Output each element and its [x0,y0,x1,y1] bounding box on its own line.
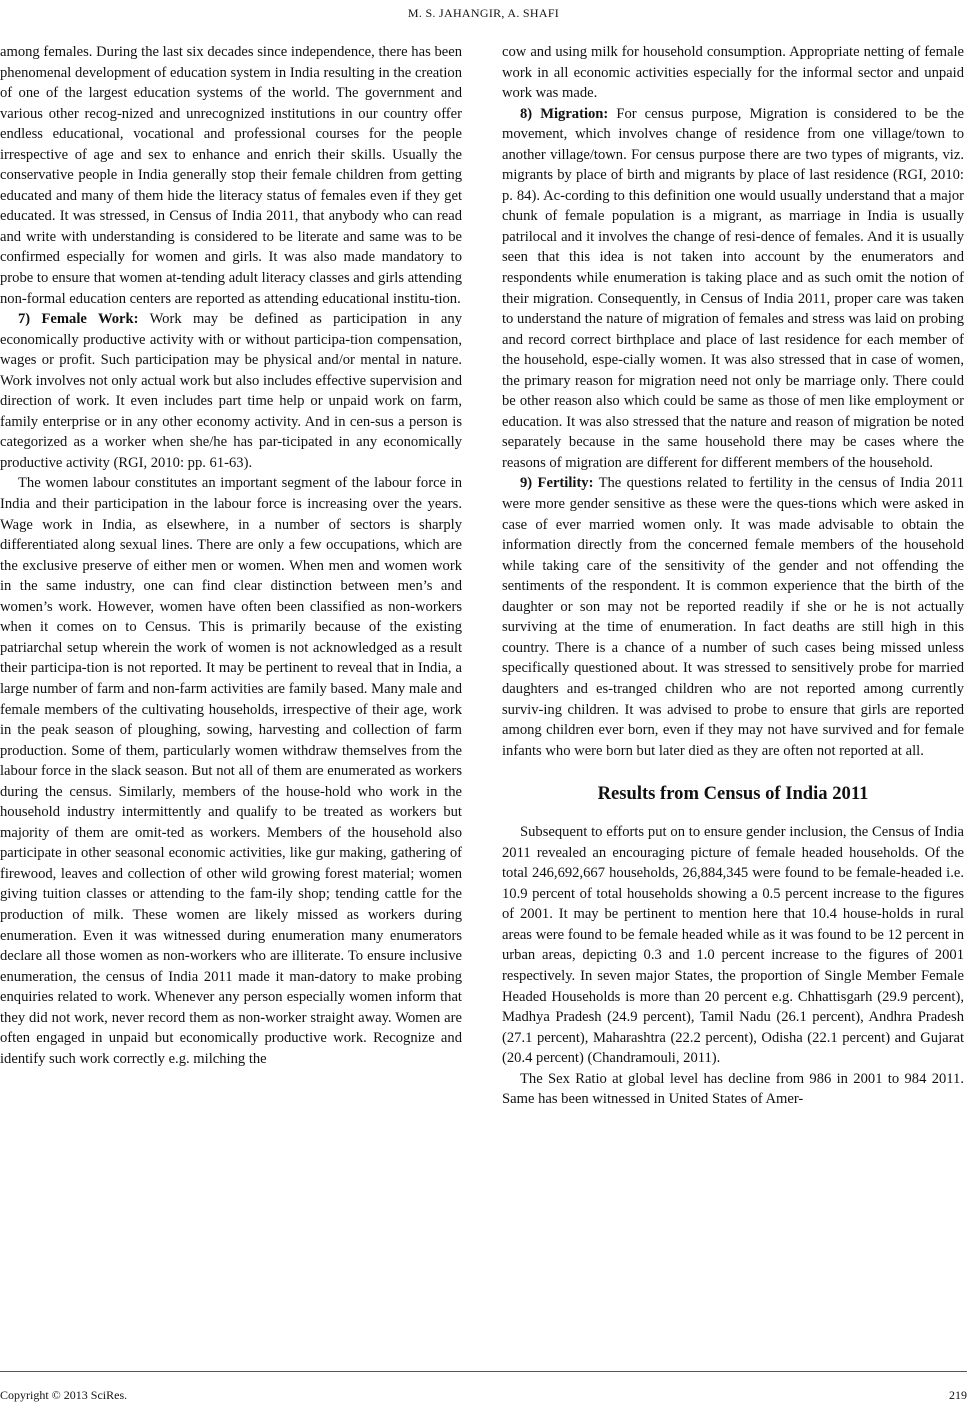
female-work-paragraph [0,309,462,473]
fertility-heading: 9) Fertility: [520,475,594,492]
female-work-heading: 7) Female Work: [18,311,139,328]
migration-body: For census purpose, Migration is considered to be the movement, which involves change of residence from one village/town to another village/town. For census purpose there are two types of migrants, viz. migrants by place of birth and migrants by place of last residence (RGI, 2010: p. 84). Ac-cording to this definition one would usually understand that a major chunk of female population is a migrant, as marriage in India is usually patrilocal and it involves the change of resi-dence of females. And it is usually seen that this idea is not taken into account by the enumerators and respondents while enumeration is taking place and as such omit the notion of their migration. Consequently, in Census of India 2011, proper care was taken to understand the nature of migration of females and stress was laid on probing and record correct birthplace and place of last residence for each member of the household, espe-cially women. It was also stressed that in case of women, the primary reason for migration need not only be marriage only. There could be other reason also which could be same as those of men like employment or education. It was also stressed that the nature and reason of migration be noted separately because in the same household there may be cases where the reasons of migration are different for different members of the household. [502,105,964,471]
sex-ratio-paragraph: The Sex Ratio at global level has decline from 986 in 2001 to 984 2011. Same has been witnessed in United States of Amer- [502,1070,964,1108]
women-labour-paragraph: The women labour constitutes an important segment of the labour force in India and their participation in the labour force is increasing over the years. Wage work in India, as elsewhere, in a number of sectors is sharply differentiated along sexual lines. There are only a few occupations, which are the exclusive preserve of either men or women. When men and women work in the same industry, one can find clear distinction between men’s and women’s work. However, women have often been classified as non-workers when it comes on to Census. This is primarily because of the existing patriarchal setup wherein the work of women is not acknowledged as a result their participa-tion is not reported. It may be pertinent to reveal that in India, a large number of farm and non-farm activities are family based. Many male and female members of the cultivating households, irrespective of their age, work in the peak season of ploughing, sowing, harvesting and collection of farm production. Some of them, particularly women withdraw themselves from the labour force in the slack season. But not all of them are enumerated as workers during the census. Similarly, members of the house-hold who work in the household industry intermittently and qualify to be treated as workers but majority of them are omit-ted as workers. Members of the household also participate in other seasonal economic activities, like gur making, gathering of firewood, leaves and collection of other wild growing forest material; women giving tuition classes or attending to the fam-ily shop; tending cattle for the production of milk. These women are likely missed as workers during enumeration. Even it was witnessed during enumeration many enumerators declare all those women as non-workers who are illiterate. To ensure inclusive enumeration, the census of India 2011 made it man-datory to make probing enquiries related to work. Whenever any person especially women inform that they did not work, never record them as non-worker straight away. Women are often engaged in unpaid but economically productive work. Recognize and identify such work correctly e.g. milching the [0,475,462,1067]
section-heading: Results from Census of India 2011 [597,783,869,805]
running-head: M. S. JAHANGIR, A. SHAFI [407,6,560,20]
right-column [502,42,964,1110]
fertility-paragraph [502,473,964,761]
female-work-body: Work may be defined as participation in any economically productive activity with or without participa-tion compensation, wages or profit. Such participation may be physical and/or mental in nature. Work involves not only actual work but also includes effective supervision and direction of work. It even includes part time help or unpaid work on farm, family enterprise or in any other economy activity. And in cen-sus a person is categorized as a worker when she/he has par-ticipated in any economically productive activity (RGI, 2010: pp. 61-63). [0,311,462,471]
results-paragraph: Subsequent to efforts put on to ensure gender inclusion, the Census of India 2011 revealed an encouraging picture of female headed households. Of the total 246,692,667 households, 26,884,345 were found to be female-headed i.e. 10.9 percent of total households showing a 0.5 percent increase to the figures of 2001. It may be pertinent to mention here that 10.4 house-holds in rural areas were found to be female headed while as it was found to be 12 percent in urban areas, depicting 0.3 and 1.0 percent increase to the figures of 2001 respectively. In seven major States, the proportion of Single Member Female Headed Households is more than 20 percent e.g. Chhattisgarh (29.9 percent), Madhya Pradesh (24.9 percent), Tamil Nadu (26.1 percent), Andhra Pradesh (27.1 percent), Maharashtra (22.2 percent), Odisha (22.1 percent) and Gujarat (20.4 percent) (Chandramouli, 2011). [502,824,964,1067]
migration-heading: 8) Migration: [520,105,609,122]
literacy-paragraph-continued: among females. During the last six decades since independence, there has been phenomenal development of education system in India resulting in the creation of one of the largest education systems of the world. The government and various other recog-nized and unrecognized institutions in our country offer endless educational, vocational and professional courses for the people irrespective of age and sex to enhance and enrich their skills. Usually the conservative people in India generally stop their female children from getting educated and many of them hide the literacy status of females even if they get educated. It was stressed, in Census of India 2011, that anybody who can read and write with understanding is considered to be literate and same was to be confirmed especially for women and girls. It was also made mandatory to probe to ensure that women at-tending adult literacy classes and girls attending non-formal education centers are reported as attending educational institu-tion. [0,44,462,307]
footer-rule [0,1371,967,1372]
female-work-paragraph-continued: cow and using milk for household consumption. Appropriate netting of female work in all economic activities especially for the informal sector and unpaid work was made. [502,44,964,102]
left-column [0,42,462,1069]
footer-copyright: Copyright © 2013 SciRes. [0,1388,128,1402]
migration-paragraph [502,104,964,474]
fertility-body: The questions related to fertility in the census of India 2011 were more gender sensitive as these were the ques-tions which were asked in case of ever married women only. It was made advisable to obtain the information directly from the concerned female members of the household while taking care of the sensitivity of the gender and not offending the sentiments of the respondent. It is common experience that the birth of the daughter or son may not be reported readily if she or he is not actually surviving at the time of enumeration. In fact deaths are still high in this country. There is a chance of a number of such cases being missed unless specifically questioned about. It was stressed to sensitively probe for married daughters and es-tranged children who are not reported among currently surviv-ing children. It was advised to probe to ensure that girls are reported among children ever born, even if they may not have survived and for female infants who were born but later died as they are often not reported at all. [502,475,965,759]
footer-page-number: 219 [949,1388,967,1402]
